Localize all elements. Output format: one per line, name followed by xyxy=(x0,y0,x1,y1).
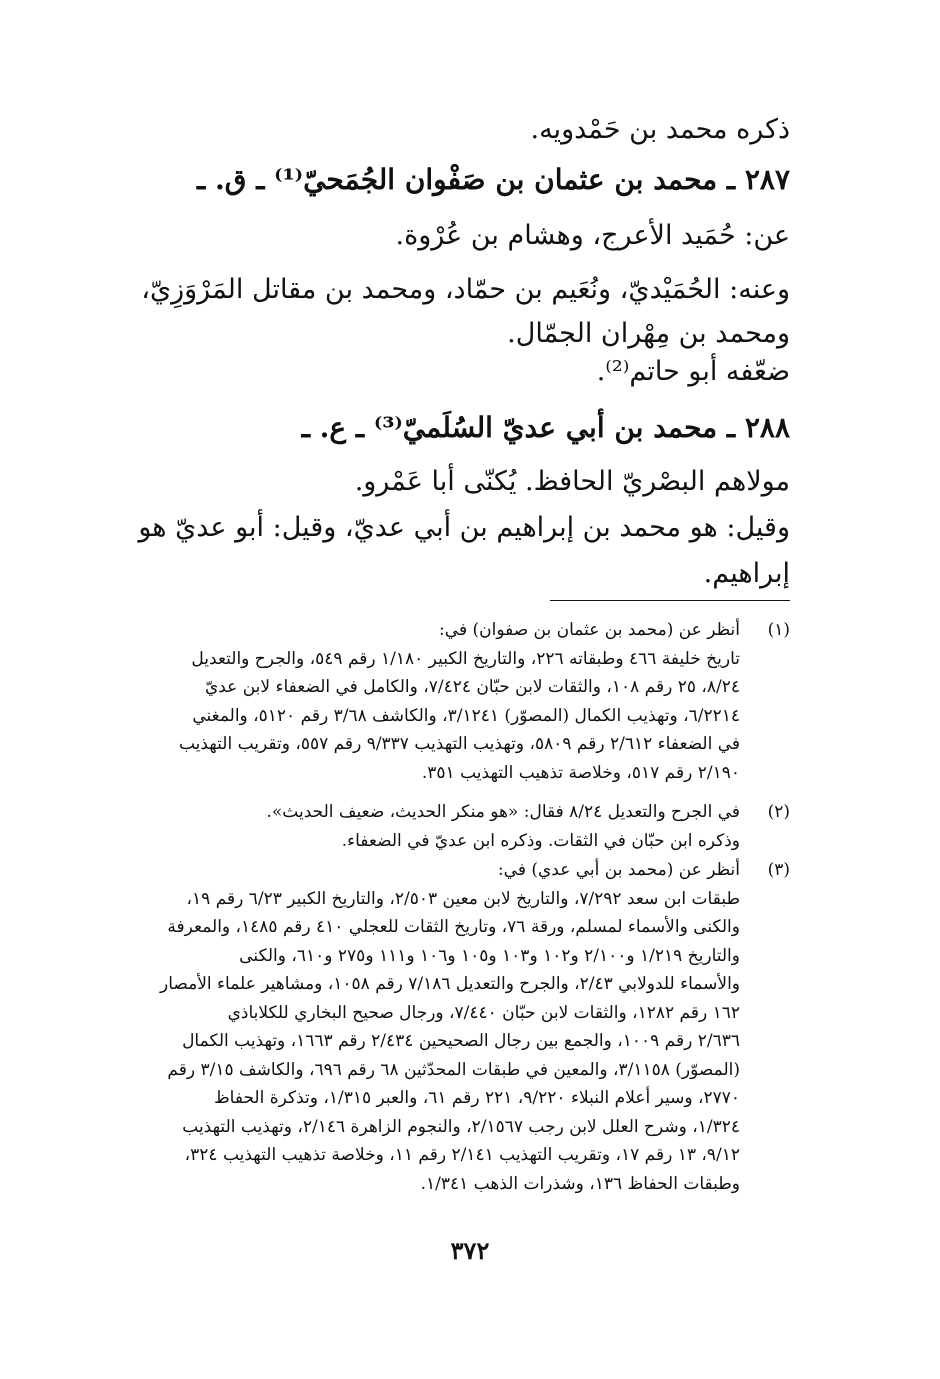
footnote-line: ٢/١٩٠ رقم ٥١٧، وخلاصة تذهيب التهذيب ٣٥١. xyxy=(421,762,740,783)
footnote-line: ٨/٢٤، ٢٥ رقم ١٠٨، والثقات لابن حبّان ٧/٤٢٤، والكامل في الضعفاء لابن عديّ xyxy=(204,677,740,697)
text-line: إبراهيم. xyxy=(703,558,790,589)
footnote-separator xyxy=(550,600,790,601)
footnote-line: والأسماء للدولابي ٢/٤٣، والجرح والتعديل ٧/١٨٦ رقم ١٠٥٨، ومشاهير علماء الأمصار xyxy=(160,974,740,994)
footnote-line: وطبقات الحفاظ ١٣٦، وشذرات الذهب ١/٣٤١. xyxy=(420,1173,740,1194)
entry-heading-287: ٢٨٧ ـ محمد بن عثمان بن صَفْوان الجُمَحيّ⁽¹⁾ ـ ق. ـ xyxy=(197,163,790,196)
text-line: عن: حُمَيد الأعرج، وهشام بن عُرْوة. xyxy=(395,220,790,251)
footnote-line: (المصوّر) ٣/١١٥٨، والمعين في طبقات المحدّثين ٦٨ رقم ٦٩٦، والكاشف ٣/١٥ رقم xyxy=(167,1059,740,1080)
footnote-line: تاريخ خليفة ٤٦٦ وطبقاته ٢٢٦، والتاريخ الكبير ١/١٨٠ رقم ٥٤٩، والجرح والتعديل xyxy=(191,648,740,669)
page-number: ٣٧٢ xyxy=(450,1236,490,1265)
footnote-1 xyxy=(100,616,790,787)
footnote-number: (٢) xyxy=(767,802,790,822)
text-line: ضعّفه أبو حاتم⁽²⁾. xyxy=(596,356,790,387)
footnote-line: ٢/٦٣٦ رقم ١٠٠٩، والجمع بين رجال الصحيحين ٢/٤٣٤ رقم ١٦٦٣، وتهذيب الكمال xyxy=(182,1031,740,1051)
text-line: وقيل: هو محمد بن إبراهيم بن أبي عديّ، وقيل: أبو عديّ هو xyxy=(138,512,790,543)
footnote-line: طبقات ابن سعد ٧/٢٩٢، والتاريخ لابن معين ٢/٥٠٣، والتاريخ الكبير ٦/٢٣ رقم ١٩، xyxy=(186,888,740,909)
entry-heading-288: ٢٨٨ ـ محمد بن أبي عديّ السُلَميّ⁽³⁾ ـ ع. ـ xyxy=(301,411,790,444)
text-line: ومحمد بن مِهْران الجمّال. xyxy=(507,318,790,349)
footnote-line: ٢٧٧٠، وسير أعلام النبلاء ٩/٢٢٠، ٢٢١ رقم ٦١، والعبر ١/٣١٥، وتذكرة الحفاظ xyxy=(213,1088,740,1108)
footnote-line: والكنى والأسماء لمسلم، ورقة ٧٦، وتاريخ الثقات للعجلي ٤١٠ رقم ١٤٨٥، والمعرفة xyxy=(167,917,740,937)
footnote-line: وذكره ابن حبّان في الثقات. وذكره ابن عديّ في الضعفاء. xyxy=(341,830,740,851)
footnote-number: (٣) xyxy=(767,860,790,880)
footnote-line: أنظر عن (محمد بن عثمان بن صفوان) في: xyxy=(439,620,740,640)
footnote-line: أنظر عن (محمد بن أبي عدي) في: xyxy=(497,860,740,880)
footnote-2 xyxy=(100,798,790,855)
footnote-line: في الجرح والتعديل ٨/٢٤ فقال: «هو منكر الحديث، ضعيف الحديث». xyxy=(266,802,740,822)
footnote-line: في الضعفاء ٢/٦١٢ رقم ٥٨٠٩، وتهذيب التهذيب ٩/٣٣٧ رقم ٥٥٧، وتقريب التهذيب xyxy=(178,734,740,754)
footnote-3 xyxy=(100,856,790,1198)
footnote-line: ١٦٢ رقم ١٢٨٢، والثقات لابن حبّان ٧/٤٤٠، ورجال صحيح البخاري للكلاباذي xyxy=(227,1002,740,1023)
footnote-number: (١) xyxy=(767,620,790,640)
footnote-line: ٦/٢٢١٤، وتهذيب الكمال (المصوّر) ٣/١٢٤١، والكاشف ٣/٦٨ رقم ٥١٢٠، والمغني xyxy=(192,705,740,726)
text-line: ذكره محمد بن حَمْدويه. xyxy=(530,114,790,145)
text-line: وعنه: الحُمَيْديّ، ونُعَيم بن حمّاد، ومحمد بن مقاتل المَرْوَزِيّ، xyxy=(141,274,790,305)
footnote-line: ١/٣٢٤، وشرح العلل لابن رجب ٢/١٥٦٧، والنجوم الزاهرة ٢/١٤٦، وتهذيب التهذيب xyxy=(182,1116,740,1137)
footnote-line: ٩/١٢، ١٣ رقم ١٧، وتقريب التهذيب ٢/١٤١ رقم ١١، وخلاصة تذهيب التهذيب ٣٢٤، xyxy=(184,1145,740,1165)
text-line: مولاهم البصْريّ الحافظ. يُكنّى أبا عَمْرو. xyxy=(354,466,790,497)
footnote-line: والتاريخ ١/٢١٩ و٢/١٠٠ و١٠٢ و١٠٣ و١٠٥ و١٠٦ و١١١ و٢٧٥ و٦١٠، والكنى xyxy=(239,945,740,966)
